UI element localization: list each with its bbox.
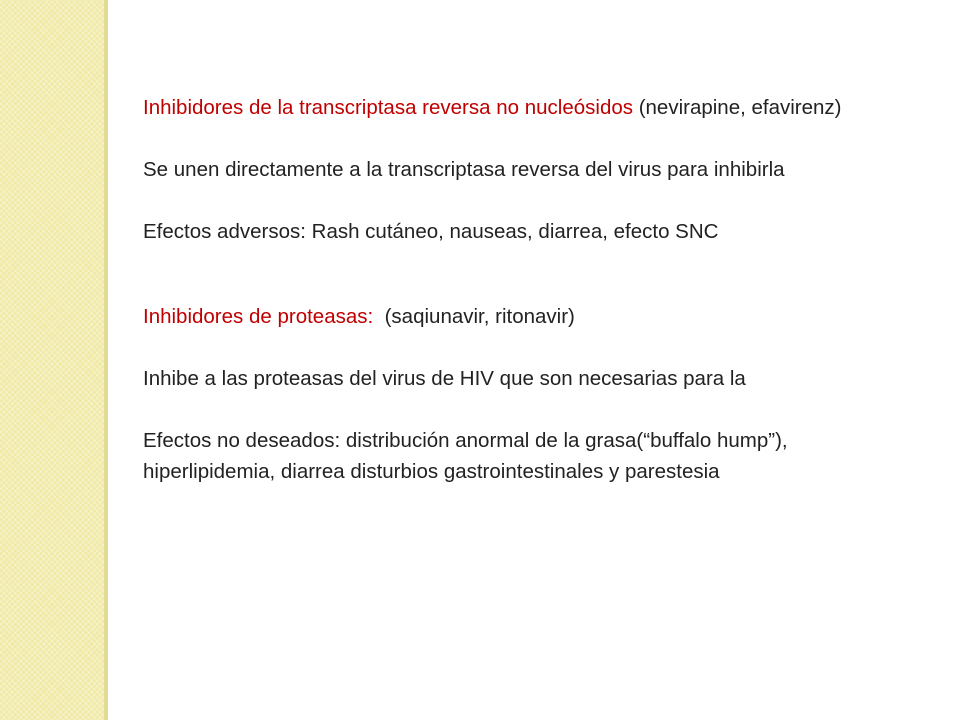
sidebar-edge xyxy=(104,0,108,720)
nnrti-mechanism: Se unen directamente a la transcriptasa reversa del virus para inhibirla xyxy=(143,158,785,181)
nnrti-adverse-effects: Efectos adversos: Rash cutáneo, nauseas, diarrea, efecto SNC xyxy=(143,220,719,243)
nnrti-drug-examples: (nevirapine, efavirenz) xyxy=(633,96,842,119)
nnrti-heading xyxy=(143,92,843,123)
protease-drug-examples: (saqiunavir, ritonavir) xyxy=(373,305,575,328)
decorative-sidebar xyxy=(0,0,104,720)
slide-content xyxy=(143,92,843,487)
protease-heading xyxy=(143,301,843,332)
nnrti-heading-label: Inhibidores de la transcriptasa reversa no nucleósidos xyxy=(143,96,633,119)
protease-mechanism: Inhibe a las proteasas del virus de HIV que son necesarias para la xyxy=(143,367,746,390)
protease-adverse-effects: Efectos no deseados: distribución anormal de la grasa(“buffalo hump”), hiperlipidemia, diarrea disturbios gastrointestinales y parestesia xyxy=(143,429,788,483)
protease-heading-label: Inhibidores de proteasas: xyxy=(143,305,374,328)
